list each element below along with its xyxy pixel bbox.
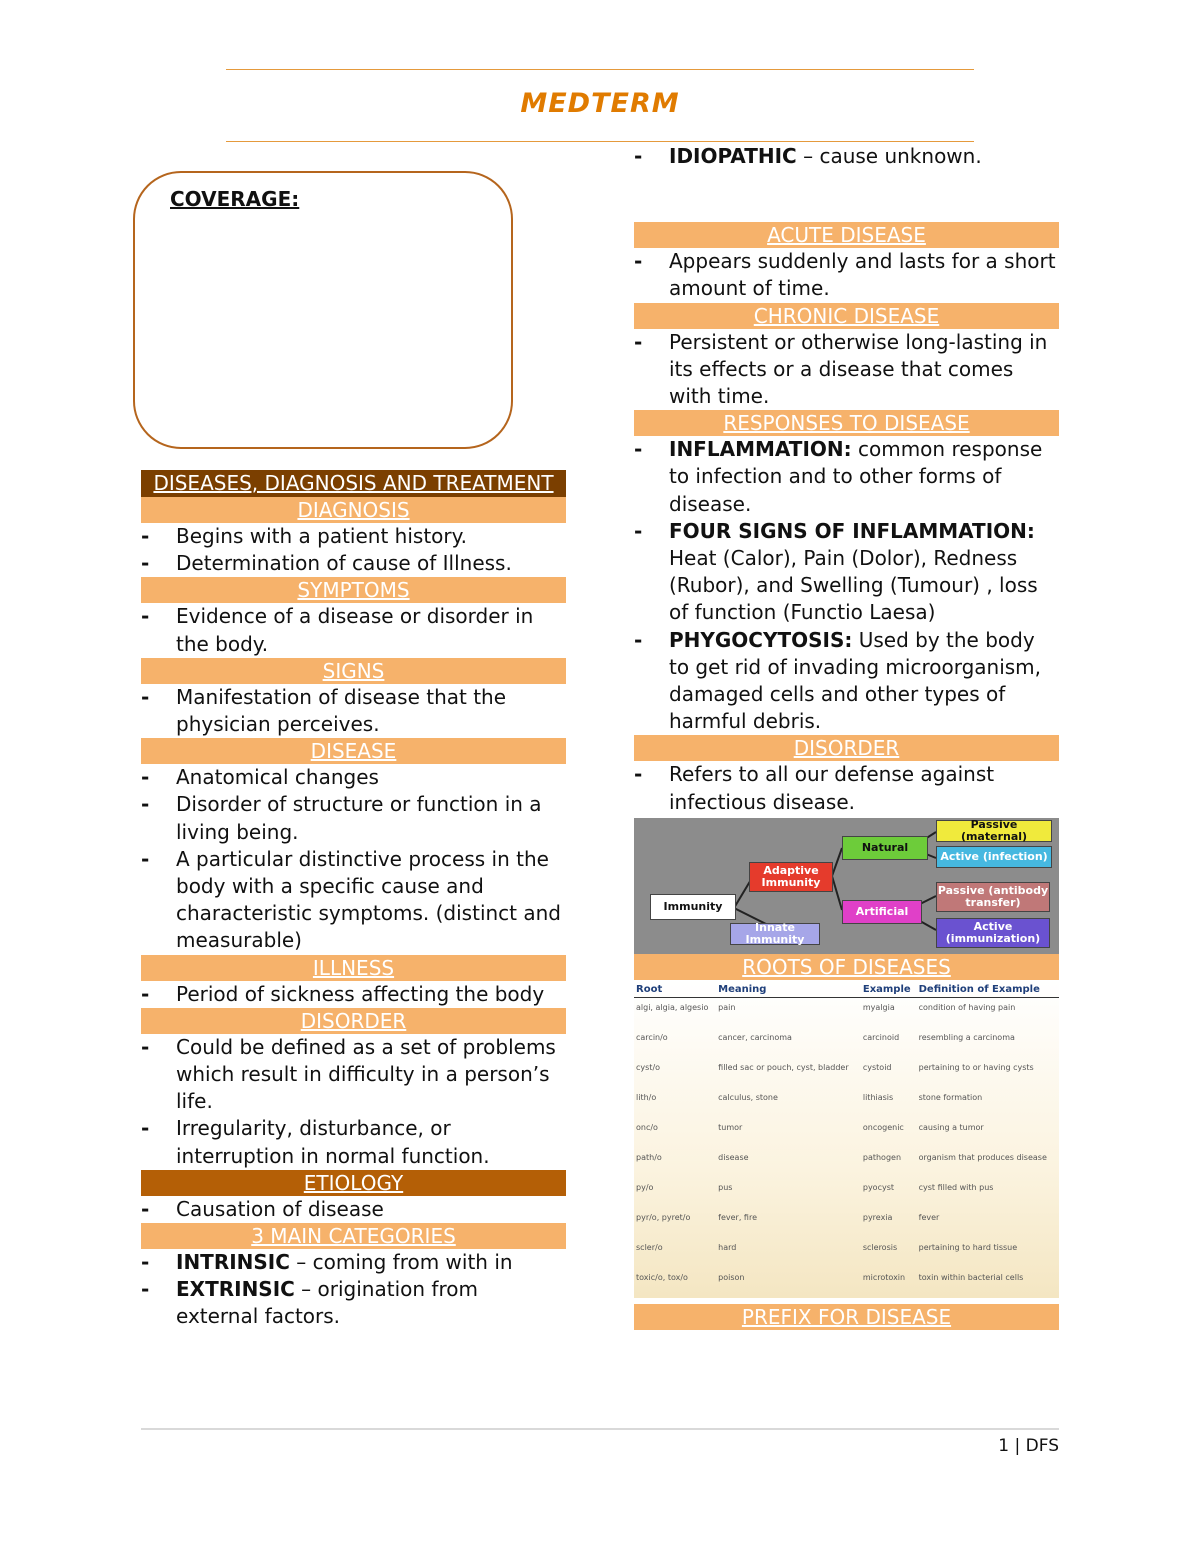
list-item: - Could be defined as a set of problems which result in difficulty in a person’s life. xyxy=(141,1034,566,1116)
list-item xyxy=(141,1276,566,1330)
term: PHYGOCYTOSIS: xyxy=(669,627,853,652)
table-cell: algi, algia, algesio xyxy=(636,1002,709,1012)
table-cell: py/o xyxy=(636,1182,654,1192)
table-cell: cystoid xyxy=(862,1062,892,1072)
table-cell: microtoxin xyxy=(862,1272,906,1282)
list-item: - Manifestation of disease that the physician perceives. xyxy=(141,684,566,738)
table-cell: pyr/o, pyret/o xyxy=(636,1212,691,1222)
table-cell: path/o xyxy=(636,1152,662,1162)
immunity-node: Immunity xyxy=(650,894,736,920)
title-rule xyxy=(226,141,974,142)
column-header: Root xyxy=(634,980,716,998)
table-row xyxy=(634,1028,1059,1058)
list-item: - Persistent or otherwise long-lasting in its effects or a disease that comes with time. xyxy=(634,329,1059,411)
term: IDIOPATHIC xyxy=(669,144,797,168)
table-cell: resembling a carcinoma xyxy=(918,1032,1015,1042)
section-header-responses: RESPONSES TO DISEASE xyxy=(634,410,1059,436)
table-cell: toxin within bacterial cells xyxy=(918,1272,1024,1282)
term-desc: – origination from external factors. xyxy=(176,1277,478,1329)
disease-list xyxy=(141,764,566,954)
innate-node: Innate Immunity xyxy=(730,923,820,945)
disorder-list xyxy=(141,1034,566,1170)
table-cell: lithiasis xyxy=(862,1092,894,1102)
table-cell: scler/o xyxy=(636,1242,663,1252)
table-row xyxy=(634,1238,1059,1268)
spacer xyxy=(634,170,1059,222)
page-title: MEDTERM xyxy=(520,88,680,119)
table-cell: onc/o xyxy=(636,1122,658,1132)
table-cell: cyst/o xyxy=(636,1062,661,1072)
artificial-node: Artificial xyxy=(842,900,922,924)
idiopathic-list xyxy=(634,143,1059,170)
table-cell: pathogen xyxy=(862,1152,902,1162)
table-header-row xyxy=(634,980,1059,998)
section-header-acute: ACUTE DISEASE xyxy=(634,222,1059,248)
footer-rule xyxy=(141,1428,1059,1430)
coverage-box xyxy=(133,171,513,449)
page-footer: 1 | DFS xyxy=(998,1436,1059,1456)
column-header: Meaning xyxy=(716,980,861,998)
roots-table xyxy=(634,980,1059,1298)
coverage-label: COVERAGE: xyxy=(170,187,300,211)
term: EXTRINSIC xyxy=(176,1277,295,1302)
section-header-chronic: CHRONIC DISEASE xyxy=(634,303,1059,329)
table-cell: hard xyxy=(718,1242,737,1252)
table-cell: disease xyxy=(718,1152,749,1162)
term: INTRINSIC xyxy=(176,1250,290,1275)
active-immunization-node: Active (immunization) xyxy=(936,918,1050,948)
section-header-disorder-right: DISORDER xyxy=(634,735,1059,761)
adaptive-node: Adaptive Immunity xyxy=(749,862,833,892)
list-item: - Irregularity, disturbance, or interruption in normal function. xyxy=(141,1115,566,1169)
natural-node: Natural xyxy=(842,836,928,860)
list-item: - A particular distinctive process in the body with a specific cause and characteristic symptoms. (distinct and measurable) xyxy=(141,846,566,955)
table-cell: pyocyst xyxy=(862,1182,895,1192)
immunity-diagram xyxy=(634,818,1059,954)
passive-antibody-node: Passive (antibody transfer) xyxy=(936,882,1050,912)
illness-list xyxy=(141,981,566,1008)
acute-list xyxy=(634,248,1059,302)
table-row xyxy=(634,1118,1059,1148)
table-cell: filled sac or pouch, cyst, bladder xyxy=(718,1062,849,1072)
section-header-disease: DISEASE xyxy=(141,738,566,764)
table-cell: pertaining to or having cysts xyxy=(918,1062,1034,1072)
list-item: - Refers to all our defense against infectious disease. xyxy=(634,761,1059,815)
left-column xyxy=(141,470,566,1331)
table-row xyxy=(634,1268,1059,1298)
list-item: - Causation of disease xyxy=(141,1196,566,1223)
table-cell: causing a tumor xyxy=(918,1122,984,1132)
roots-table-body xyxy=(634,997,1059,1298)
list-item: - Appears suddenly and lasts for a short amount of time. xyxy=(634,248,1059,302)
table-cell: myalgia xyxy=(862,1002,895,1012)
passive-maternal-node: Passive (maternal) xyxy=(936,820,1052,842)
table-cell: pain xyxy=(718,1002,736,1012)
list-item xyxy=(141,1249,566,1276)
table-row xyxy=(634,1208,1059,1238)
table-cell: lith/o xyxy=(636,1092,657,1102)
roots-table-image xyxy=(634,980,1059,1298)
table-cell: carcin/o xyxy=(636,1032,668,1042)
table-cell: oncogenic xyxy=(862,1122,904,1132)
table-row xyxy=(634,1178,1059,1208)
table-cell: fever, fire xyxy=(718,1212,757,1222)
term-desc: – cause unknown. xyxy=(796,144,982,168)
table-cell: pertaining to hard tissue xyxy=(918,1242,1018,1252)
section-header-disorder: DISORDER xyxy=(141,1008,566,1034)
section-header-prefix: PREFIX FOR DISEASE xyxy=(634,1304,1059,1330)
term: INFLAMMATION: xyxy=(669,437,852,462)
list-item: - Begins with a patient history. xyxy=(141,523,566,550)
list-item: - Evidence of a disease or disorder in the body. xyxy=(141,603,566,657)
term-desc: Used by the body to get rid of invading microorganism, damaged cells and other types of harmful debris. xyxy=(669,627,1042,734)
table-cell: tumor xyxy=(718,1122,743,1132)
etiology-list xyxy=(141,1196,566,1223)
table-row xyxy=(634,1148,1059,1178)
table-cell: cancer, carcinoma xyxy=(718,1032,792,1042)
table-cell: stone formation xyxy=(918,1092,983,1102)
table-cell: condition of having pain xyxy=(918,1002,1016,1012)
section-header-illness: ILLNESS xyxy=(141,955,566,981)
list-item xyxy=(634,518,1059,627)
diagnosis-list xyxy=(141,523,566,577)
section-header-categories: 3 MAIN CATEGORIES xyxy=(141,1223,566,1249)
table-row xyxy=(634,997,1059,1028)
signs-list xyxy=(141,684,566,738)
table-row xyxy=(634,1088,1059,1118)
list-item: - Determination of cause of Illness. xyxy=(141,550,566,577)
table-cell: pyrexia xyxy=(862,1212,893,1222)
term-desc: – coming from with in xyxy=(289,1250,513,1275)
list-item xyxy=(634,436,1059,518)
top-rule xyxy=(226,69,974,70)
column-header: Definition of Example xyxy=(917,980,1059,998)
list-item: - Period of sickness affecting the body xyxy=(141,981,566,1008)
table-row xyxy=(634,1058,1059,1088)
table-cell: sclerosis xyxy=(862,1242,898,1252)
chronic-list xyxy=(634,329,1059,411)
table-cell: cyst filled with pus xyxy=(918,1182,994,1192)
table-cell: fever xyxy=(918,1212,940,1222)
column-header: Example xyxy=(861,980,917,998)
disorder-right-list xyxy=(634,761,1059,815)
table-cell: toxic/o, tox/o xyxy=(636,1272,688,1282)
active-infection-node: Active (infection) xyxy=(936,846,1052,868)
list-item: - Anatomical changes xyxy=(141,764,566,791)
symptoms-list xyxy=(141,603,566,657)
section-header-diagnosis: DIAGNOSIS xyxy=(141,497,566,523)
list-item xyxy=(634,143,1059,170)
table-cell: organism that produces disease xyxy=(918,1152,1047,1162)
table-cell: carcinoid xyxy=(862,1032,900,1042)
table-cell: poison xyxy=(718,1272,745,1282)
section-header-roots: ROOTS OF DISEASES xyxy=(634,954,1059,980)
list-item: - Disorder of structure or function in a living being. xyxy=(141,791,566,845)
section-header-etiology: ETIOLOGY xyxy=(141,1170,566,1196)
categories-list xyxy=(141,1249,566,1331)
term: FOUR SIGNS OF INFLAMMATION: xyxy=(669,518,1035,543)
section-header-symptoms: SYMPTOMS xyxy=(141,577,566,603)
right-column xyxy=(634,143,1059,1330)
term-desc: Heat (Calor), Pain (Dolor), Redness (Rubor), and Swelling (Tumour) , loss of function (Functio Laesa) xyxy=(669,546,1038,625)
table-cell: pus xyxy=(718,1182,733,1192)
term-desc: common response to infection and to other forms of disease. xyxy=(669,437,1043,516)
responses-list xyxy=(634,436,1059,735)
list-item xyxy=(634,627,1059,736)
section-header-signs: SIGNS xyxy=(141,658,566,684)
main-section-header: DISEASES, DIAGNOSIS AND TREATMENT xyxy=(141,470,566,497)
table-cell: calculus, stone xyxy=(718,1092,778,1102)
